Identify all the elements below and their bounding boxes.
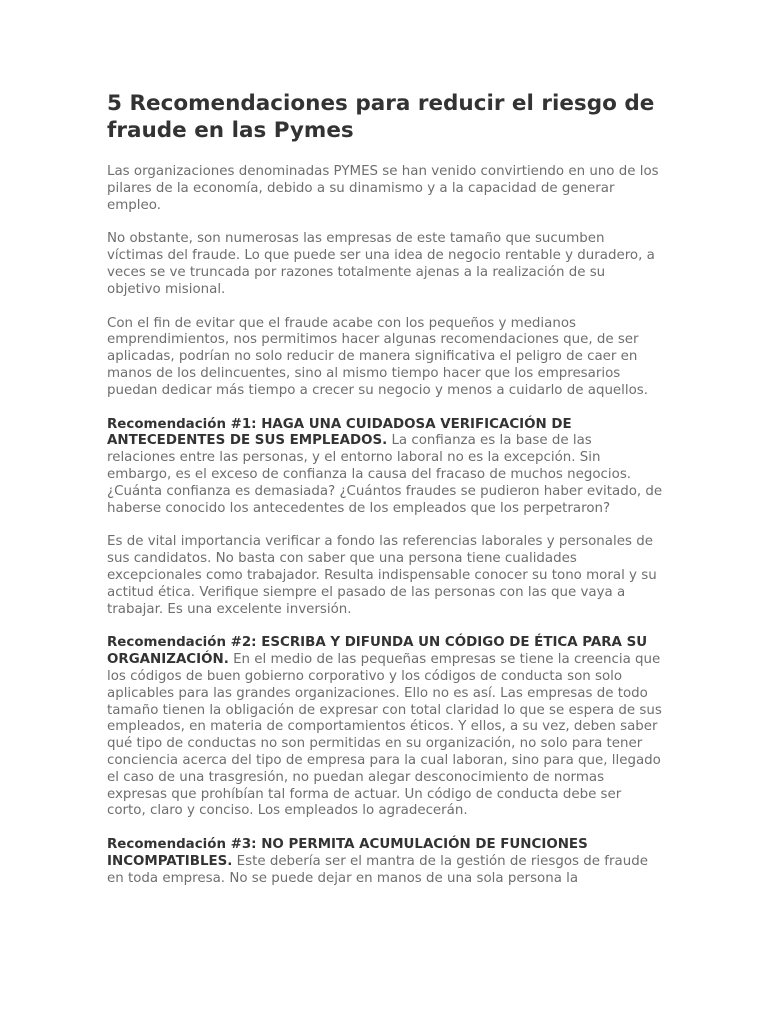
- recommendation-text: Este debería ser el mantra de la gestión de riesgos de fraude en toda empresa. No se puede dejar en manos de una sola persona la: [107, 853, 648, 886]
- paragraph-text: No obstante, son numerosas las empresas de este tamaño que sucumben víctimas del fraude. Lo que puede ser una idea de negocio rentable y duradero, a veces se ve truncada por razones totalmente ajenas a la realización de su objetivo misional.: [107, 231, 655, 297]
- recommendation-heading: Recomendación #3: NO PERMITA ACUMULACIÓN DE FUNCIONES INCOMPATIBLES.: [107, 837, 588, 869]
- paragraph-text: Con el fin de evitar que el fraude acabe con los pequeños y medianos emprendimientos, nos permitimos hacer algunas recomendaciones que, de ser aplicadas, podrían no solo reducir de manera significativa el peligro de caer en manos de los delincuentes, sino al mismo tiempo hacer que los empresarios puedan dedicar más tiempo a crecer su negocio y menos a cuidarlo de aquellos.: [107, 315, 649, 398]
- recommendation-heading: Recomendación #2: ESCRIBA Y DIFUNDA UN CÓDIGO DE ÉTICA PARA SU ORGANIZACIÓN.: [107, 635, 648, 668]
- paragraph-intro: [107, 164, 663, 214]
- paragraph-no-obstante: [107, 231, 663, 298]
- recommendation-heading: Recomendación #1: HAGA UNA CUIDADOSA VERIFICACIÓN DE ANTECEDENTES DE SUS EMPLEADOS.: [107, 416, 572, 449]
- recommendation-1: [107, 417, 663, 518]
- recommendation-3: [107, 837, 663, 887]
- recommendation-2: [107, 635, 663, 820]
- paragraph-text: Es de vital importancia verificar a fondo las referencias laborales y personales de sus candidatos. No basta con saber que una persona tiene cualidades excepcionales como trabajador. Resulta indispensable conocer su tono moral y su actitud ética. Verifique siempre el pasado de las personas con las que vaya a trabajar. Es una excelente inversión.: [107, 534, 657, 617]
- recommendation-text: En el medio de las pequeñas empresas se tiene la creencia que los códigos de buen gobierno corporativo y los códigos de conducta son solo aplicables para las grandes organizaciones. Ello no es así. Las empresas de todo tamaño tienen la obligación de expresar con total claridad lo que se espera de sus empleados, en materia de comportamientos éticos. Y ellos, a su vez, deben saber qué tipo de conductas no son permitidas en su organización, no solo para tener conciencia acerca del tipo de empresa para la cual laboran, sino para que, llegado el caso de una trasgresión, no puedan alegar desconocimiento de normas expresas que prohíbían tal forma de actuar. Un código de conducta debe ser corto, claro y conciso. Los empleados lo agradecerán.: [107, 652, 662, 819]
- document-title: 5 Recomendaciones para reducir el riesgo de fraude en las Pymes: [107, 91, 655, 143]
- paragraph-verificar: [107, 534, 663, 618]
- paragraph-con-el-fin: [107, 316, 663, 400]
- paragraph-text: Las organizaciones denominadas PYMES se han venido convirtiendo en uno de los pilares de la economía, debido a su dinamismo y a la capacidad de generar empleo.: [107, 164, 659, 213]
- document-page: [107, 90, 663, 904]
- recommendation-text: La confianza es la base de las relaciones entre las personas, y el entorno laboral no es la excepción. Sin embargo, es el exceso de confianza la causa del fracaso de muchos negocios. ¿Cuánta confianza es demasiada? ¿Cuántos fraudes se pudieron haber evitado, de haberse conocido los antecedentes de los empleados que los perpetraron?: [107, 433, 663, 516]
